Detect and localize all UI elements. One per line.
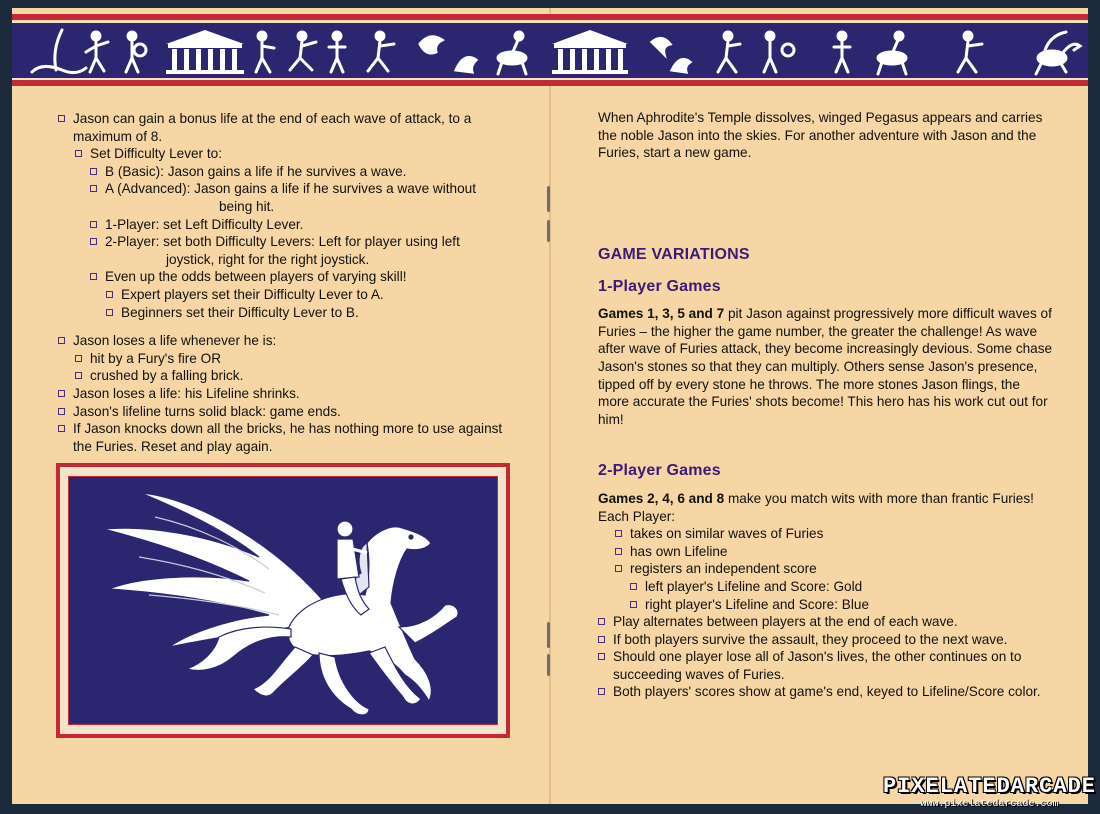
two-player-heading: 2-Player Games (598, 462, 721, 480)
lose-life-list (58, 332, 510, 455)
pegasus-illustration-background (68, 476, 498, 725)
list-item: 1-Player: set Left Difficulty Lever. (90, 216, 510, 234)
pegasus-paragraph: When Aphrodite's Temple dissolves, winged Pegasus appears and carries the noble Jason into the skies. For another adventure with Jason and the Furies, start a new game. (598, 110, 1043, 161)
list-item: left player's Lifeline and Score: Gold (630, 578, 1053, 596)
list-item: Expert players set their Difficulty Lever to A. (106, 286, 510, 304)
one-player-heading: 1-Player Games (598, 277, 721, 295)
list-item: registers an independent score (615, 560, 1053, 578)
list-item: Jason loses a life: his Lifeline shrinks. (58, 385, 510, 403)
watermark-url: www.pixelatedarcade.com (920, 799, 1059, 810)
list-item: takes on similar waves of Furies (615, 525, 1053, 543)
game-variations-section (598, 246, 1053, 701)
game-variations-heading: GAME VARIATIONS (598, 246, 750, 263)
right-page-text (598, 109, 1048, 162)
list-item: Even up the odds between players of varying skill! (90, 268, 510, 286)
list-item: Set Difficulty Lever to: (75, 145, 510, 163)
left-page-text (58, 110, 510, 455)
list-item: If both players survive the assault, they proceed to the next wave. (598, 631, 1053, 649)
one-player-paragraph: Games 1, 3, 5 and 7 pit Jason against progressively more difficult waves of Furies – the higher the game number, the greater the challenge! As wave after wave of Furies attack, they become increasingly devious. Some chase Jason's stones so that they can multiply. Others sense Jason's presence, tipped off by every stone he throws. The more stones Jason flings, the more accurate the Furies' shots become! This hero has his work cut out for him! (598, 306, 1053, 427)
staple (547, 186, 550, 212)
list-item: B (Basic): Jason gains a life if he survives a wave. (90, 163, 510, 181)
list-item: hit by a Fury's fire OR (75, 350, 510, 368)
staple (547, 220, 550, 242)
watermark (883, 775, 1096, 810)
list-item: Jason's lifeline turns solid black: game ends. (58, 403, 510, 421)
list-item: right player's Lifeline and Score: Blue (630, 596, 1053, 614)
list-item: has own Lifeline (615, 543, 1053, 561)
page-gutter (549, 8, 551, 804)
two-player-list (598, 525, 1053, 701)
each-player-label: Each Player: (598, 508, 676, 524)
pegasus-icon (69, 477, 505, 732)
list-item: Beginners set their Difficulty Lever to B. (106, 304, 510, 322)
list-item: crushed by a falling brick. (75, 367, 510, 385)
list-item: 2-Player: set both Difficulty Levers: Left for player using left joystick, right for the right joystick. (90, 233, 510, 268)
watermark-title: PIXELATEDARCADE (882, 774, 1096, 799)
list-item: Both players' scores show at game's end, keyed to Lifeline/Score color. (598, 683, 1053, 701)
list-item: If Jason knocks down all the bricks, he has nothing more to use against the Furies. Reset and play again. (58, 420, 510, 455)
pegasus-illustration-panel (56, 463, 510, 738)
staple (547, 654, 550, 676)
list-item: Jason can gain a bonus life at the end of each wave of attack, to a maximum of 8. (58, 110, 510, 145)
list-item: Jason loses a life whenever he is: (58, 332, 510, 350)
bonus-life-list (58, 110, 510, 321)
greek-frieze-banner (12, 14, 1088, 86)
list-item: Should one player lose all of Jason's lives, the other continues on to succeeding waves of Furies. (598, 648, 1053, 683)
list-item: A (Advanced): Jason gains a life if he survives a wave without being hit. (90, 180, 510, 215)
two-player-paragraph: Games 2, 4, 6 and 8 make you match wits with more than frantic Furies! (598, 490, 1034, 506)
list-item: Play alternates between players at the end of each wave. (598, 613, 1053, 631)
staple (547, 622, 550, 648)
